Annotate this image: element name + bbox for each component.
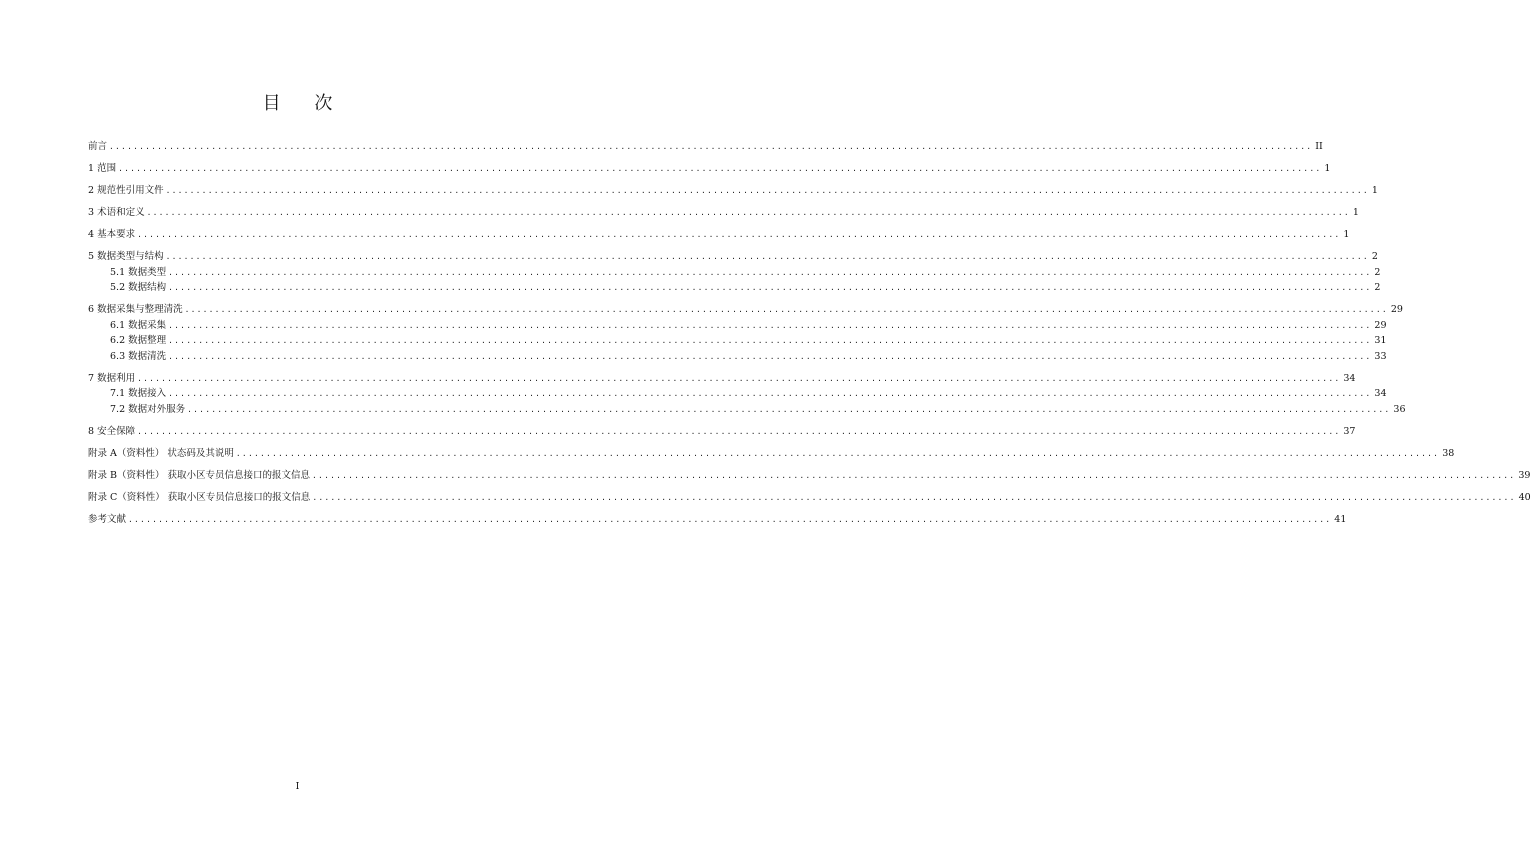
dot-leader: ........................................................................................................................................................................................................ (165, 186, 1369, 195)
toc-entry-page: 38 (1442, 447, 1455, 459)
toc-entry[interactable] (88, 249, 1378, 265)
dot-leader: ........................................................................................................................................................................................................ (118, 164, 1322, 173)
toc-entry-label: 7.2 数据对外服务 (110, 403, 186, 415)
toc-entry[interactable] (88, 139, 1323, 155)
toc-entry[interactable] (88, 161, 1331, 177)
toc-entry-page: 1 (1324, 163, 1331, 174)
dot-leader: ........................................................................................................................................................................................................ (312, 470, 1516, 480)
dot-leader: ........................................................................................................................................................................................................ (168, 320, 1372, 330)
dot-leader: ........................................................................................................................................................................................................ (187, 404, 1391, 414)
toc-entry-page: 33 (1374, 350, 1387, 362)
toc-entry-label: 2 规范性引用文件 (88, 185, 164, 196)
toc-entry-page: 2 (1374, 266, 1381, 278)
toc-entry[interactable] (88, 446, 1455, 462)
toc-entry-page: 37 (1343, 425, 1356, 437)
toc-entry-label: 5.1 数据类型 (110, 266, 167, 278)
toc-subentry[interactable] (88, 280, 1381, 296)
dot-leader: ........................................................................................................................................................................................................ (146, 208, 1350, 217)
toc-entry-label: 7.1 数据接入 (110, 388, 167, 399)
dot-leader: ........................................................................................................................................................................................................ (312, 492, 1516, 502)
dot-leader: ........................................................................................................................................................................................................ (137, 373, 1341, 383)
dot-leader: ........................................................................................................................................................................................................ (235, 448, 1440, 458)
dot-leader: ........................................................................................................................................................................................................ (168, 336, 1372, 345)
toc-entry[interactable] (88, 183, 1378, 199)
toc-entry-label: 6.1 数据采集 (110, 319, 167, 331)
toc-entry-label: 参考文献 (88, 513, 127, 525)
toc-entry-page: 1 (1343, 229, 1350, 240)
dot-leader: ........................................................................................................................................................................................................ (168, 283, 1372, 292)
toc-subentry[interactable] (88, 318, 1387, 334)
toc-entry-label: 前言 (88, 141, 108, 152)
toc-entry-page: 1 (1352, 207, 1359, 218)
toc-entry-page: II (1315, 141, 1323, 152)
page-title: 目 次 (262, 93, 347, 114)
toc-entry-label: 7 数据利用 (88, 372, 136, 384)
toc-entry-label: 5.2 数据结构 (110, 282, 167, 293)
toc-entry-page: 41 (1334, 513, 1347, 525)
toc-entry-label: 4 基本要求 (88, 229, 136, 240)
toc-entry-label: 附录 C（资料性） 获取小区专员信息接口的报文信息 (88, 491, 311, 503)
toc-entry-page: 36 (1393, 403, 1406, 415)
toc-entry-page: 1 (1371, 185, 1378, 196)
toc-subentry[interactable] (88, 333, 1387, 349)
table-of-contents (88, 139, 1531, 527)
toc-entry[interactable] (88, 468, 1531, 484)
toc-entry[interactable] (88, 424, 1356, 440)
toc-entry[interactable] (88, 302, 1403, 318)
toc-entry-page: 34 (1374, 388, 1387, 399)
toc-entry[interactable] (88, 227, 1350, 243)
toc-entry-label: 1 范围 (88, 163, 117, 174)
toc-entry[interactable] (88, 205, 1359, 221)
dot-leader: ........................................................................................................................................................................................................ (128, 514, 1332, 524)
toc-entry-page: 31 (1374, 335, 1387, 346)
toc-subentry[interactable] (88, 349, 1387, 365)
toc-entry-label: 3 术语和定义 (88, 207, 145, 218)
toc-entry-page: 29 (1374, 319, 1387, 331)
toc-subentry[interactable] (88, 402, 1406, 418)
toc-entry-page: 39 (1518, 469, 1531, 481)
toc-entry-label: 8 安全保障 (88, 425, 136, 437)
dot-leader: ........................................................................................................................................................................................................ (168, 351, 1372, 361)
toc-entry-page: 34 (1343, 372, 1356, 384)
dot-leader: ........................................................................................................................................................................................................ (168, 267, 1372, 277)
page-number: I (295, 781, 300, 792)
toc-entry-label: 6.3 数据清洗 (110, 350, 167, 362)
toc-entry-label: 6 数据采集与整理清洗 (88, 304, 183, 315)
toc-entry[interactable] (88, 512, 1347, 528)
toc-entry-label: 附录 B（资料性） 获取小区专员信息接口的报文信息 (88, 469, 311, 481)
toc-entry[interactable] (88, 490, 1531, 506)
dot-leader: ........................................................................................................................................................................................................ (165, 252, 1369, 261)
dot-leader: ........................................................................................................................................................................................................ (184, 305, 1388, 314)
toc-entry-label: 附录 A（资料性） 状态码及其说明 (88, 447, 234, 459)
toc-subentry[interactable] (88, 386, 1387, 402)
toc-entry-page: 2 (1371, 251, 1378, 262)
toc-subentry[interactable] (88, 265, 1381, 281)
toc-entry-page: 29 (1390, 304, 1403, 315)
dot-leader: ........................................................................................................................................................................................................ (168, 389, 1372, 398)
toc-entry-page: 40 (1518, 491, 1531, 503)
dot-leader: ........................................................................................................................................................................................................ (109, 142, 1313, 151)
dot-leader: ........................................................................................................................................................................................................ (137, 230, 1341, 239)
toc-entry-page: 2 (1374, 282, 1381, 293)
toc-entry[interactable] (88, 371, 1356, 387)
toc-entry-label: 6.2 数据整理 (110, 335, 167, 346)
toc-entry-label: 5 数据类型与结构 (88, 251, 164, 262)
dot-leader: ........................................................................................................................................................................................................ (137, 426, 1341, 436)
